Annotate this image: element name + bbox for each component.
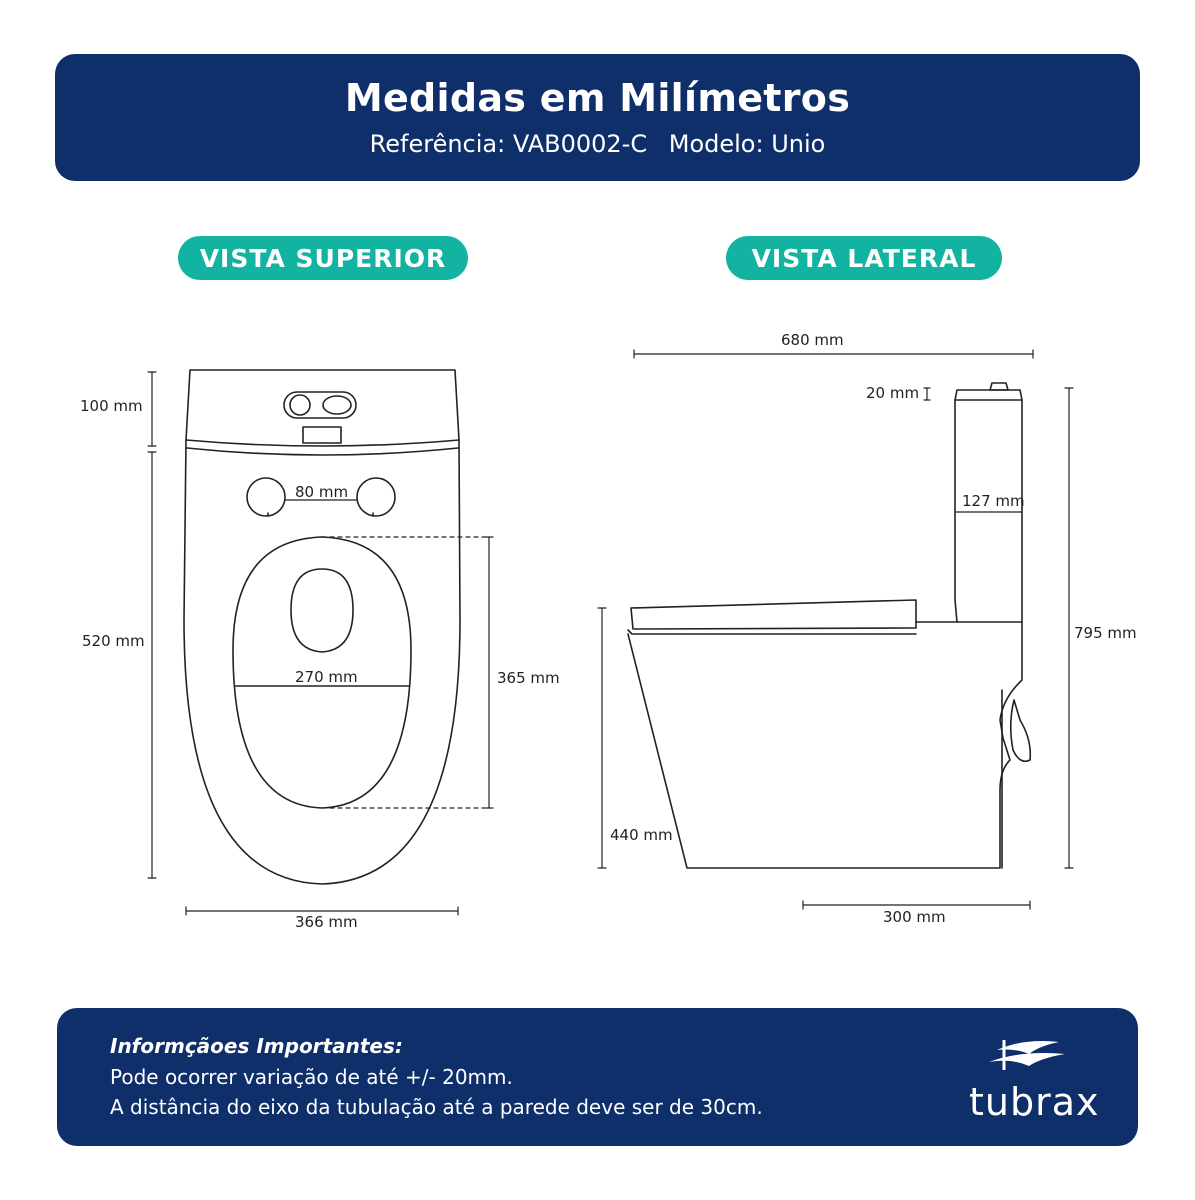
dim-total-length: 680 mm bbox=[781, 331, 844, 349]
dim-drain-offset: 300 mm bbox=[883, 908, 946, 926]
dim-button-spacing: 80 mm bbox=[295, 483, 349, 501]
logo-text: tubrax bbox=[969, 1080, 1100, 1124]
dim-tank-depth: 100 mm bbox=[80, 397, 143, 415]
model-name: Modelo: Unio bbox=[668, 130, 826, 158]
wave-icon bbox=[969, 1036, 1099, 1086]
info-line-2: A distância do eixo da tubulação até a parede deve ser de 30cm. bbox=[110, 1095, 763, 1119]
dim-bowl-length: 520 mm bbox=[82, 632, 145, 650]
dim-seat-length: 365 mm bbox=[497, 669, 560, 687]
info-title: Informçãoes Importantes: bbox=[110, 1034, 403, 1058]
top-view-outline bbox=[184, 370, 460, 884]
info-line-1: Pode ocorrer variação de até +/- 20mm. bbox=[110, 1065, 513, 1089]
dim-seat-height: 440 mm bbox=[610, 826, 673, 844]
side-view-outline bbox=[628, 383, 1030, 868]
dim-button-height: 20 mm bbox=[866, 384, 920, 402]
dim-seat-width: 270 mm bbox=[295, 668, 358, 686]
dim-total-height: 795 mm bbox=[1074, 624, 1137, 642]
info-footer bbox=[57, 1008, 1138, 1146]
top-view-label: VISTA SUPERIOR bbox=[178, 236, 468, 280]
page-title: Medidas em Milímetros bbox=[344, 76, 851, 120]
side-view-label: VISTA LATERAL bbox=[726, 236, 1002, 280]
tubrax-logo bbox=[969, 1036, 1099, 1126]
dim-total-width: 366 mm bbox=[295, 913, 358, 931]
dim-tank-height: 127 mm bbox=[962, 492, 1025, 510]
reference-code: Referência: VAB0002-C bbox=[369, 130, 648, 158]
